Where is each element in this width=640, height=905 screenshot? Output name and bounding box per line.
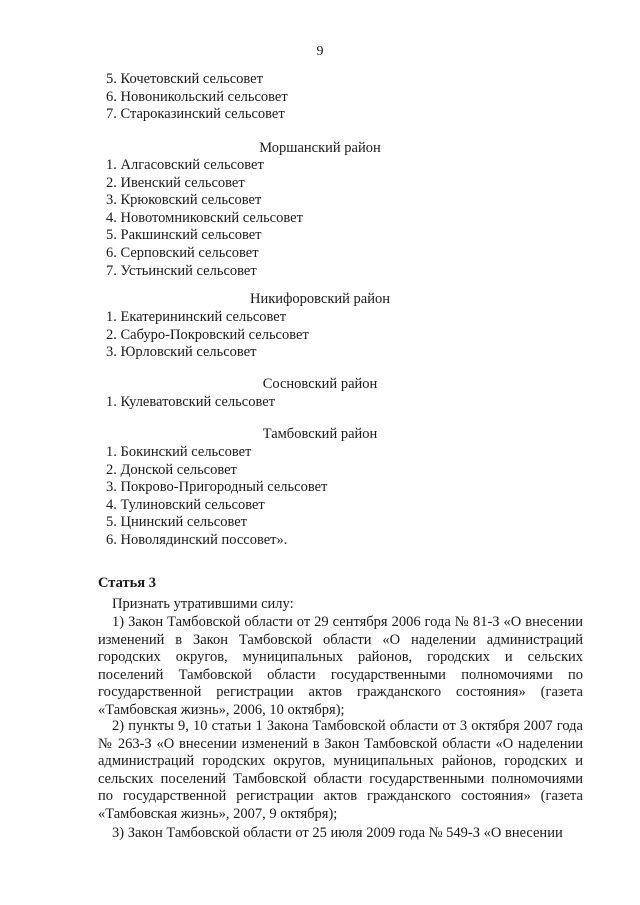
article-paragraph-3: 3) Закон Тамбовской области от 25 июля 2009 года № 549-З «О внесении [112, 825, 563, 841]
district-list [106, 444, 327, 550]
list-item: 5. Цнинский сельсовет [106, 514, 247, 531]
district-list [106, 394, 275, 412]
list-item: 6. Новолядинский поссовет». [106, 531, 288, 548]
list-item: 3. Крюковский сельсовет [106, 192, 262, 209]
district-heading: Моршанский район [259, 140, 381, 156]
page-number: 9 [316, 44, 324, 59]
district-heading: Тамбовский район [262, 426, 378, 442]
list-item: 1. Кулеватовский сельсовет [106, 394, 275, 410]
list-item: 5. Ракшинский сельсовет [106, 227, 262, 244]
district-heading: Сосновский район [262, 376, 378, 392]
list-item: 5. Кочетовский сельсовет [106, 71, 263, 87]
list-item: 2. Донской сельсовет [106, 461, 237, 478]
district-list [106, 157, 303, 280]
article-paragraph-1: 1) Закон Тамбовской области от 29 сентября 2006 года № 81-З «О внесении изменений в Закон Тамбовской области «О наделении администраций городских округов, муниципальных районов, городских и сельских поселений Тамбовской области государственными полномочиями по государственной регистрации актов гражданского состояния» (газета «Тамбовская жизнь», 2006, 10 октября); [98, 614, 583, 718]
list-item: 6. Новоникольский сельсовет [106, 88, 288, 105]
list-item: 7. Устьинский сельсовет [106, 262, 257, 279]
list-item: 1. Алгасовский сельсовет [106, 157, 264, 173]
list-item: 1. Бокинский сельсовет [106, 444, 252, 460]
list-item: 2. Сабуро-Покровский сельсовет [106, 326, 309, 343]
list-item: 1. Екатерининский сельсовет [106, 309, 287, 325]
list-item: 4. Новотомниковский сельсовет [106, 209, 303, 226]
list-continued [106, 71, 288, 124]
article-paragraph-2: 2) пункты 9, 10 статьи 1 Закона Тамбовской области от 3 октября 2007 года № 263-З «О внесении изменений в Закон Тамбовской области «О наделении администраций городских округов, муниципальных районов, городских и сельских поселений Тамбовской области государственными полномочиями по государственной регистрации актов гражданского состояния» (газета «Тамбовская жизнь», 2007, 9 октября); [98, 718, 583, 822]
list-item: 3. Юрловский сельсовет [106, 344, 257, 361]
list-item: 3. Покрово-Пригородный сельсовет [106, 479, 328, 496]
article-intro: Признать утратившими силу: [112, 596, 294, 612]
district-heading: Никифоровский район [249, 291, 391, 307]
district-list [106, 309, 309, 362]
list-item: 6. Серповский сельсовет [106, 244, 259, 261]
list-item: 4. Тулиновский сельсовет [106, 496, 265, 513]
list-item: 2. Ивенский сельсовет [106, 174, 245, 191]
article-title: Статья 3 [98, 575, 156, 591]
list-item: 7. Староказинский сельсовет [106, 106, 285, 123]
